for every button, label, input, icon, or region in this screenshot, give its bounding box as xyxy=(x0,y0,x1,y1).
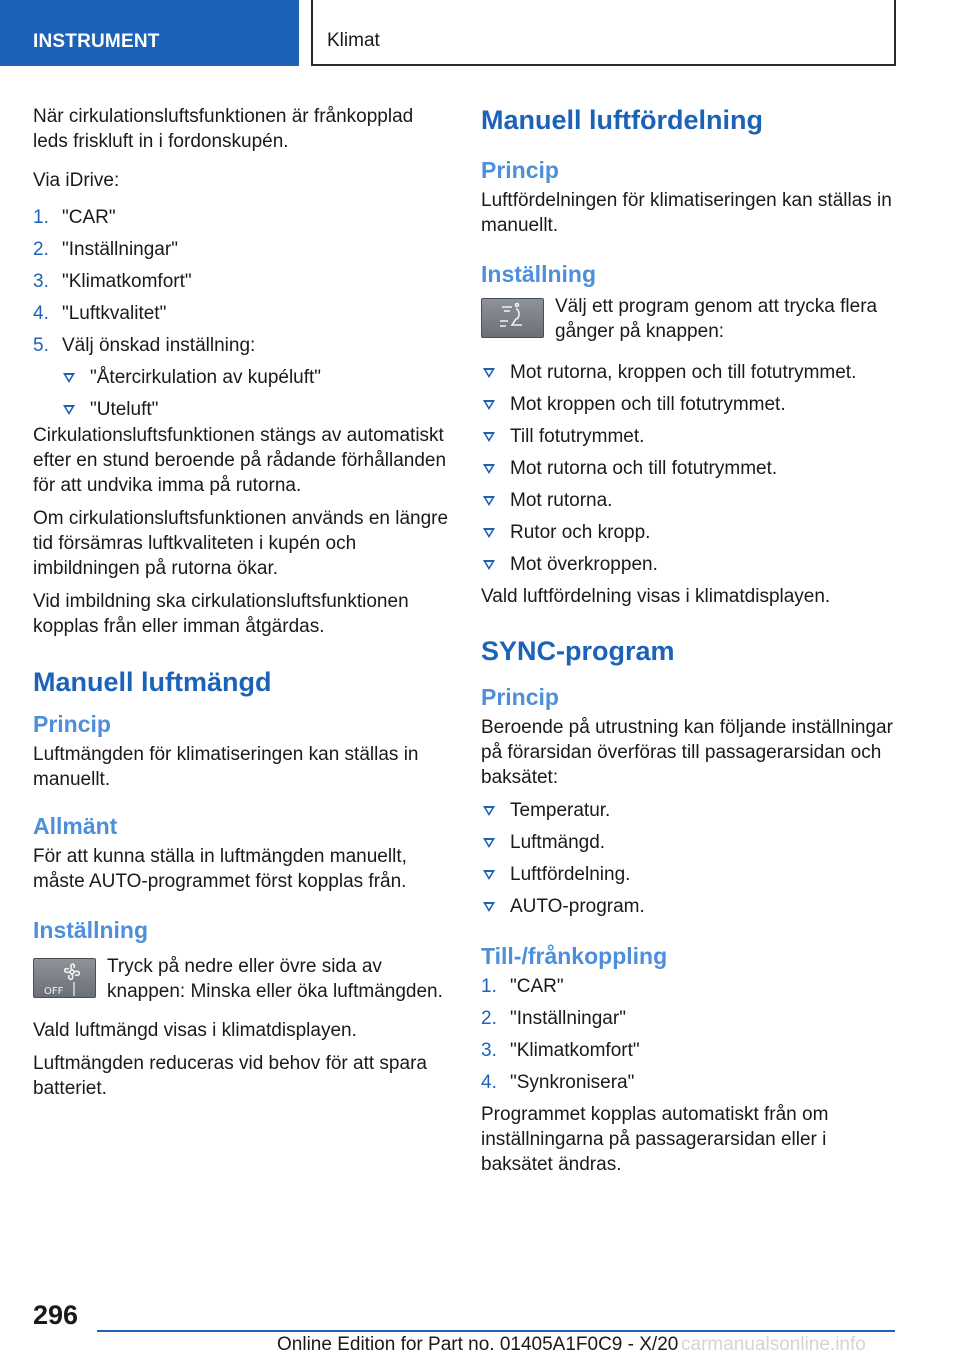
heading-manual-air-distribution: Manuell luftfördelning xyxy=(481,105,763,135)
option-text: AUTO-program. xyxy=(510,896,645,917)
list-item xyxy=(481,974,899,1006)
sync-steps-list xyxy=(481,974,899,1096)
triangle-bullet-icon xyxy=(483,464,495,474)
option-text: Luftmängd. xyxy=(510,832,606,853)
sync-options-list xyxy=(481,798,899,920)
step-number: 4. xyxy=(481,1072,497,1093)
intro-paragraph: När cirkulationsluftsfunktionen är frånkopplad leds friskluft in i fordonskupén. xyxy=(33,106,414,152)
step-text: "Klimatkomfort" xyxy=(62,271,192,292)
list-item xyxy=(481,798,899,830)
fan-icon xyxy=(34,959,97,999)
header-section-title: INSTRUMENT xyxy=(33,31,160,52)
step-text: "Inställningar" xyxy=(62,239,178,260)
list-item xyxy=(481,520,899,552)
step-number: 5. xyxy=(33,335,49,356)
option-text: Mot rutorna. xyxy=(510,490,613,511)
triangle-bullet-icon xyxy=(483,496,495,506)
option-text: "Återcirkulation av kupéluft" xyxy=(90,367,322,388)
heading-installning: Inställning xyxy=(481,261,596,287)
triangle-bullet-icon xyxy=(483,838,495,848)
air-quality-paragraph: Om cirkulationsluftsfunktionen används en längre tid försämras luftkvaliteten i kupén och imbildningen på rutorna ökar. xyxy=(33,508,449,579)
air-volume-instruction: Tryck på nedre eller övre sida av knappen: Minska eller öka luftmängden. xyxy=(107,956,443,1002)
watermark-logo: carmanualsonline.info xyxy=(681,1334,866,1355)
list-item xyxy=(481,392,899,424)
air-distribution-display-note: Vald luftfördelning visas i klimatdisplayen. xyxy=(481,586,831,607)
left-column xyxy=(33,104,451,1109)
step-number: 1. xyxy=(33,207,49,228)
page-number: 296 xyxy=(33,1300,79,1330)
heading-princip: Princip xyxy=(481,684,559,710)
list-item xyxy=(481,424,899,456)
step-text: "CAR" xyxy=(510,976,564,997)
heading-manual-air-volume: Manuell luftmängd xyxy=(33,667,272,697)
step-number: 4. xyxy=(33,303,49,324)
step-number: 2. xyxy=(481,1008,497,1029)
list-item xyxy=(33,397,451,423)
list-item xyxy=(481,1070,899,1096)
option-text: "Uteluft" xyxy=(90,399,159,420)
list-item xyxy=(481,488,899,520)
via-idrive-label: Via iDrive: xyxy=(33,170,120,191)
step-number: 3. xyxy=(33,271,49,292)
list-item xyxy=(481,830,899,862)
fogging-paragraph: Vid imbildning ska cirkulationsluftsfunktionen kopplas från eller imman åtgärdas. xyxy=(33,591,409,637)
idrive-steps-list xyxy=(33,205,451,365)
triangle-bullet-icon xyxy=(483,528,495,538)
heading-princip: Princip xyxy=(33,711,111,737)
list-item xyxy=(481,1006,899,1038)
list-item xyxy=(481,862,899,894)
air-distribution-button-row xyxy=(481,294,899,344)
list-item xyxy=(33,269,451,301)
step-text: "Inställningar" xyxy=(510,1008,626,1029)
air-distribution-button-image xyxy=(481,298,544,338)
heading-sync-program: SYNC-program xyxy=(481,636,675,666)
step-text: "CAR" xyxy=(62,207,116,228)
header-chapter-box xyxy=(311,0,896,66)
list-item xyxy=(33,333,451,365)
list-item xyxy=(481,894,899,920)
step-text: "Klimatkomfort" xyxy=(510,1040,640,1061)
step-number: 3. xyxy=(481,1040,497,1061)
list-item xyxy=(481,456,899,488)
list-item xyxy=(33,205,451,237)
step-number: 2. xyxy=(33,239,49,260)
princip-paragraph: Luftfördelningen för klimatiseringen kan ställas in manuellt. xyxy=(481,190,892,236)
recirculation-options-list xyxy=(33,365,451,423)
air-volume-display-note: Vald luftmängd visas i klimatdisplayen. xyxy=(33,1020,357,1041)
button-off-label: OFF xyxy=(44,986,64,997)
list-item xyxy=(33,301,451,333)
triangle-bullet-icon xyxy=(483,806,495,816)
list-item xyxy=(481,552,899,578)
option-text: Rutor och kropp. xyxy=(510,522,651,543)
step-number: 1. xyxy=(481,976,497,997)
right-column xyxy=(481,104,899,1185)
option-text: Mot rutorna, kroppen och till fotutrymmet. xyxy=(510,362,857,383)
heading-princip: Princip xyxy=(481,157,559,183)
step-text: "Synkronisera" xyxy=(510,1072,635,1093)
princip-paragraph: Luftmängden för klimatiseringen kan ställas in manuellt. xyxy=(33,744,419,790)
sync-paragraph: Beroende på utrustning kan följande inställningar på förarsidan överföras till passagerarsidan och baksätet: xyxy=(481,717,893,788)
heading-toggle: Till-/frånkoppling xyxy=(481,943,668,969)
air-distribution-icon xyxy=(482,299,545,339)
triangle-bullet-icon xyxy=(63,373,75,383)
list-item xyxy=(33,237,451,269)
option-text: Mot rutorna och till fotutrymmet. xyxy=(510,458,778,479)
triangle-bullet-icon xyxy=(483,432,495,442)
step-text: Välj önskad inställning: xyxy=(62,335,256,356)
triangle-bullet-icon xyxy=(483,870,495,880)
header-chapter-title: Klimat xyxy=(327,30,380,51)
list-item xyxy=(481,1038,899,1070)
option-text: Mot överkroppen. xyxy=(510,554,658,575)
allmant-paragraph: För att kunna ställa in luftmängden manuellt, måste AUTO-programmet först kopplas från. xyxy=(33,846,407,892)
list-item xyxy=(33,365,451,397)
auto-off-paragraph: Cirkulationsluftsfunktionen stängs av automatiskt efter en stund beroende på rådande förhållanden för att undvika imma på rutorna. xyxy=(33,425,447,496)
option-text: Till fotutrymmet. xyxy=(510,426,645,447)
triangle-bullet-icon xyxy=(483,368,495,378)
triangle-bullet-icon xyxy=(483,560,495,570)
option-text: Temperatur. xyxy=(510,800,611,821)
footer-edition: Online Edition for Part no. 01405A1F0C9 - X/20 xyxy=(277,1334,679,1355)
sync-auto-off-note: Programmet kopplas automatiskt från om inställningarna på passagerarsidan eller i baksätet ändras. xyxy=(481,1104,829,1175)
air-distribution-instruction: Välj ett program genom att trycka flera gånger på knappen: xyxy=(555,296,878,342)
air-volume-button-image xyxy=(33,958,96,998)
heading-allmant: Allmänt xyxy=(33,813,118,839)
heading-installning: Inställning xyxy=(33,917,148,943)
air-distribution-options-list xyxy=(481,360,899,578)
option-text: Luftfördelning. xyxy=(510,864,631,885)
option-text: Mot kroppen och till fotutrymmet. xyxy=(510,394,786,415)
triangle-bullet-icon xyxy=(483,902,495,912)
list-item xyxy=(481,360,899,392)
air-volume-button-row xyxy=(33,954,451,1004)
air-volume-battery-note: Luftmängden reduceras vid behov för att spara batteriet. xyxy=(33,1053,427,1099)
triangle-bullet-icon xyxy=(63,405,75,415)
header-section-tab xyxy=(0,0,299,66)
footer-divider xyxy=(97,1330,895,1332)
step-text: "Luftkvalitet" xyxy=(62,303,167,324)
triangle-bullet-icon xyxy=(483,400,495,410)
